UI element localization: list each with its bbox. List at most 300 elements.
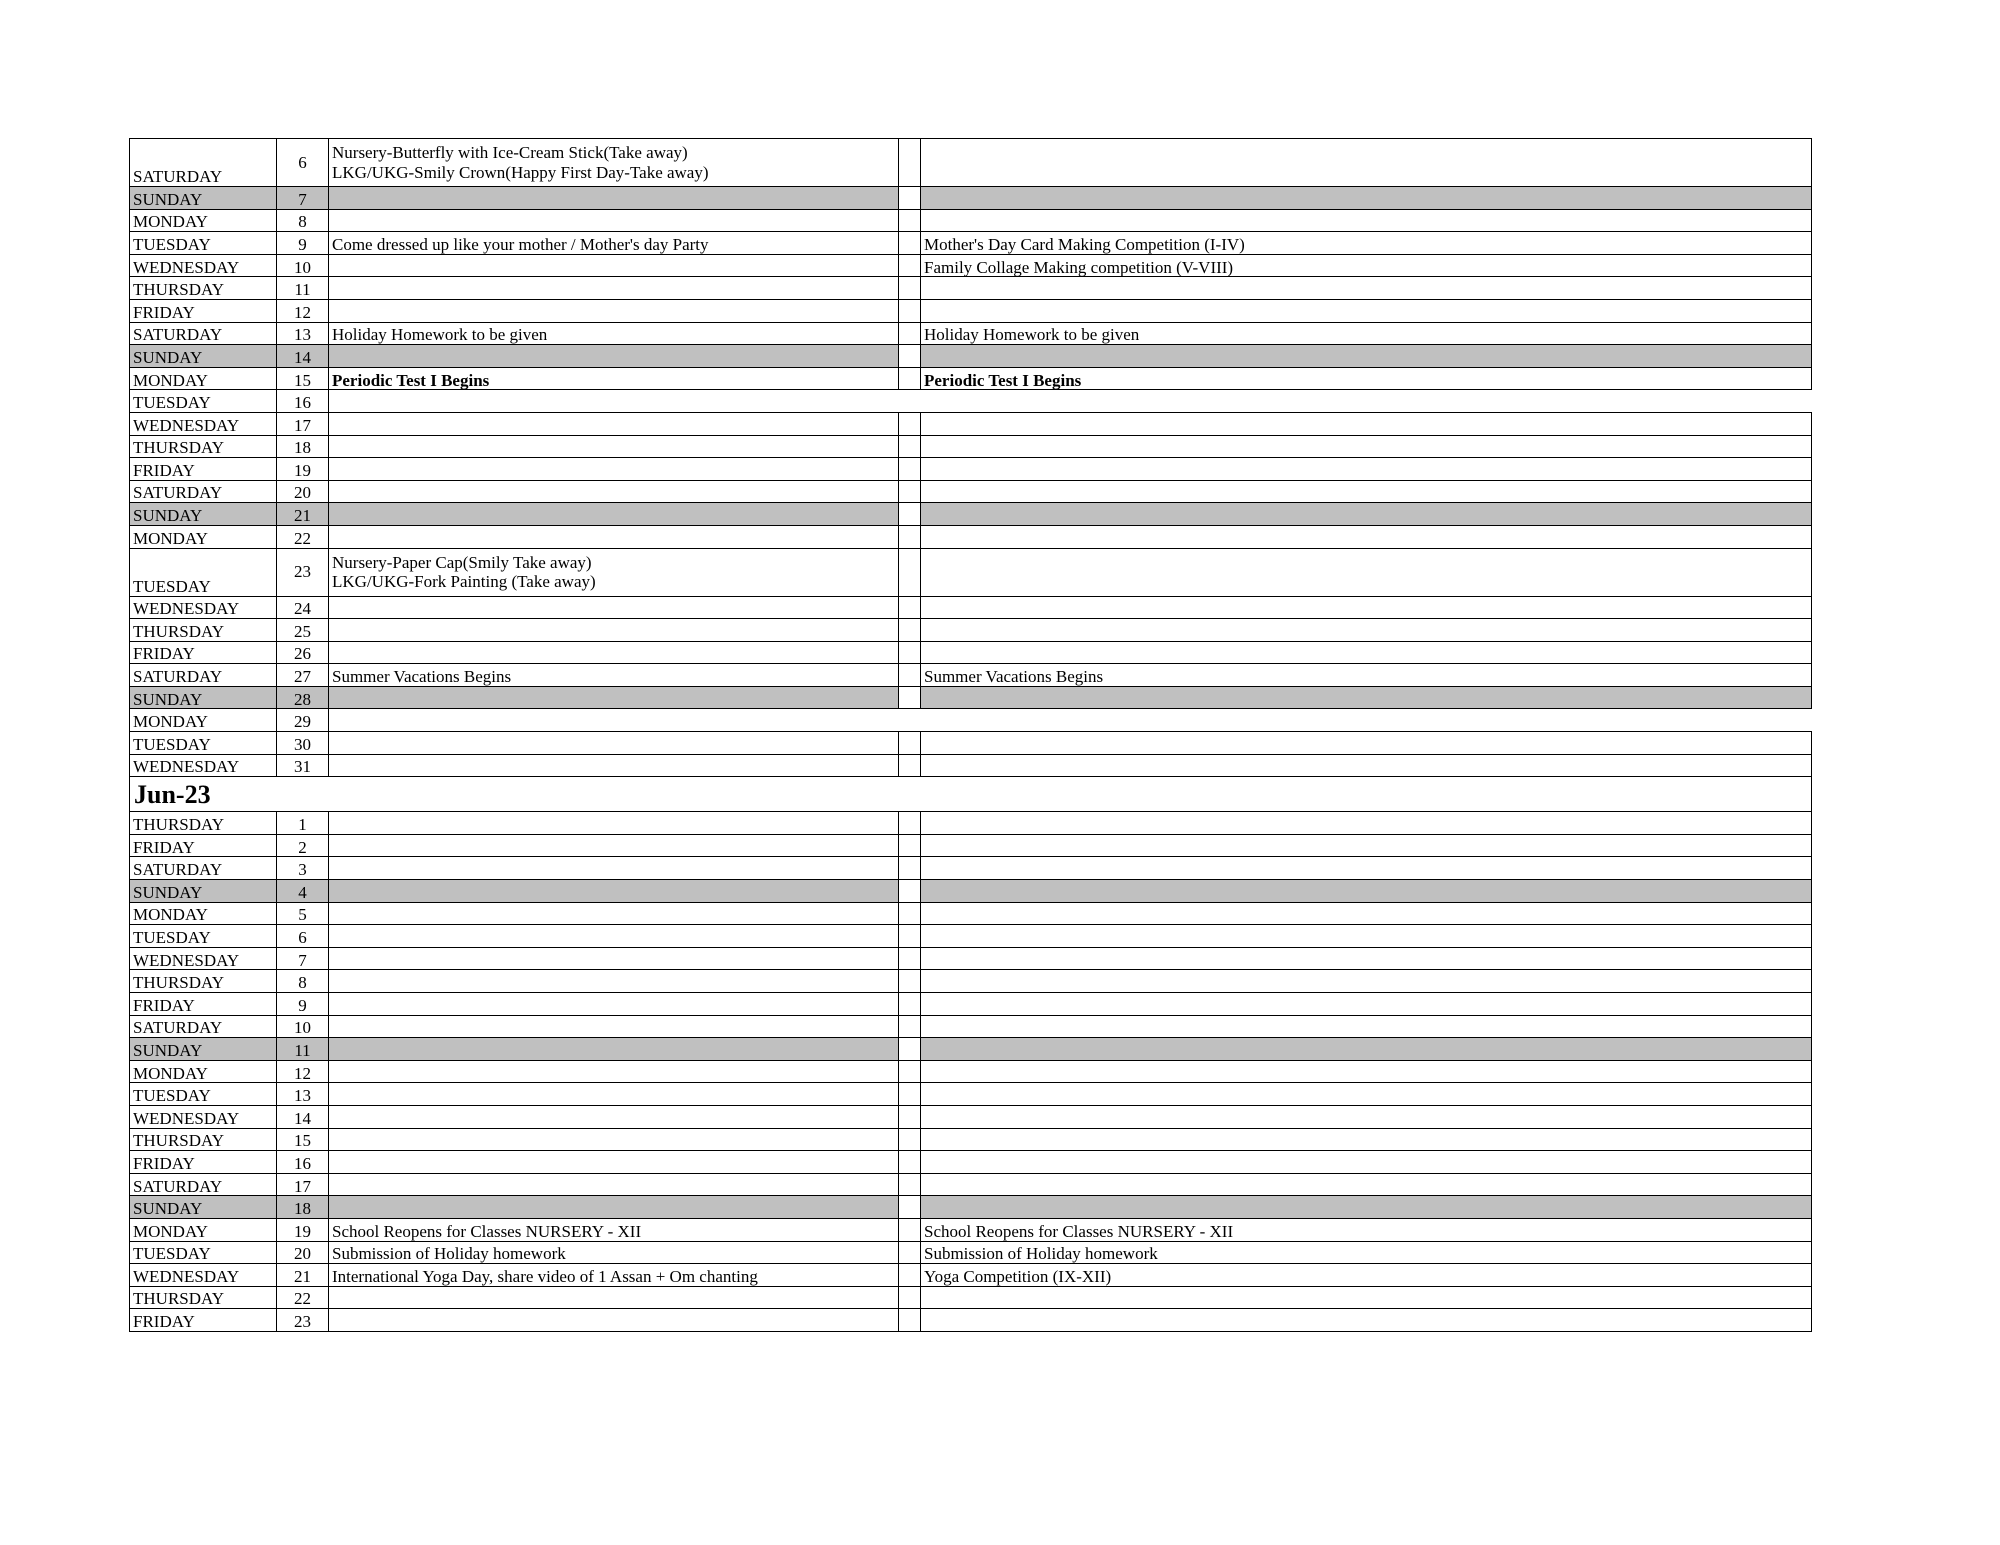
calendar-row <box>130 345 1812 368</box>
senior-event-cell <box>921 277 1812 300</box>
junior-event-cell <box>329 812 899 835</box>
junior-event-cell: Periodic Test I Begins <box>329 367 899 390</box>
senior-event-cell <box>921 139 1812 187</box>
spacer-cell <box>899 1173 921 1196</box>
day-name-cell: TUESDAY <box>130 1241 277 1264</box>
senior-event-cell <box>921 435 1812 458</box>
day-name-cell: SUNDAY <box>130 187 277 210</box>
day-name-cell: TUESDAY <box>130 732 277 755</box>
date-number-cell: 7 <box>277 947 329 970</box>
spacer-cell <box>899 277 921 300</box>
calendar-row <box>130 548 1812 596</box>
spacer-cell <box>899 880 921 903</box>
senior-event-cell <box>921 548 1812 596</box>
date-number-cell: 21 <box>277 1264 329 1287</box>
junior-event-cell <box>329 732 899 755</box>
spacer-cell <box>899 641 921 664</box>
date-number-cell: 29 <box>277 709 329 732</box>
month-heading: Jun-23 <box>130 777 1812 812</box>
date-number-cell: 13 <box>277 1083 329 1106</box>
date-number-cell: 22 <box>277 525 329 548</box>
date-number-cell: 19 <box>277 1218 329 1241</box>
senior-event-cell <box>921 1015 1812 1038</box>
junior-event-cell <box>329 277 899 300</box>
senior-event-cell <box>921 1286 1812 1309</box>
spacer-cell <box>899 254 921 277</box>
day-name-cell: SUNDAY <box>130 1196 277 1219</box>
day-name-cell: MONDAY <box>130 525 277 548</box>
date-number-cell: 24 <box>277 596 329 619</box>
senior-event-cell <box>921 503 1812 526</box>
day-name-cell: SATURDAY <box>130 857 277 880</box>
junior-event-cell <box>329 880 899 903</box>
senior-event-cell: School Reopens for Classes NURSERY - XII <box>921 1218 1812 1241</box>
senior-event-cell <box>921 834 1812 857</box>
spacer-cell <box>899 1309 921 1332</box>
calendar-row <box>130 209 1812 232</box>
calendar-row <box>130 596 1812 619</box>
calendar-row <box>130 664 1812 687</box>
date-number-cell: 9 <box>277 232 329 255</box>
calendar-row <box>130 1038 1812 1061</box>
spacer-cell <box>899 322 921 345</box>
day-name-cell: FRIDAY <box>130 834 277 857</box>
day-name-cell: SATURDAY <box>130 480 277 503</box>
date-number-cell: 11 <box>277 277 329 300</box>
senior-event-cell <box>921 1151 1812 1174</box>
calendar-row <box>130 139 1812 187</box>
calendar-row <box>130 503 1812 526</box>
date-number-cell: 7 <box>277 187 329 210</box>
senior-event-cell <box>921 880 1812 903</box>
date-number-cell: 19 <box>277 458 329 481</box>
spacer-cell <box>899 187 921 210</box>
senior-event-cell <box>921 925 1812 948</box>
date-number-cell: 23 <box>277 1309 329 1332</box>
senior-event-cell <box>921 686 1812 709</box>
day-name-cell: SATURDAY <box>130 1173 277 1196</box>
day-name-cell: WEDNESDAY <box>130 1264 277 1287</box>
day-name-cell: SUNDAY <box>130 1038 277 1061</box>
spacer-cell <box>899 1038 921 1061</box>
day-name-cell: WEDNESDAY <box>130 1105 277 1128</box>
junior-event-cell <box>329 548 899 596</box>
junior-event-cell <box>329 412 899 435</box>
junior-event-cell <box>329 209 899 232</box>
calendar-row <box>130 1309 1812 1332</box>
junior-event-cell <box>329 834 899 857</box>
spacer-cell <box>899 947 921 970</box>
day-name-cell: FRIDAY <box>130 1151 277 1174</box>
junior-event-cell <box>329 525 899 548</box>
calendar-row <box>130 754 1812 777</box>
spacer-cell <box>899 596 921 619</box>
day-name-cell: SATURDAY <box>130 139 277 187</box>
date-number-cell: 5 <box>277 902 329 925</box>
junior-event-cell <box>329 1173 899 1196</box>
spacer-cell <box>899 209 921 232</box>
day-name-cell: TUESDAY <box>130 232 277 255</box>
spacer-cell <box>899 503 921 526</box>
day-name-cell: FRIDAY <box>130 641 277 664</box>
day-name-cell: FRIDAY <box>130 1309 277 1332</box>
spacer-cell <box>899 857 921 880</box>
junior-event-cell <box>329 458 899 481</box>
senior-event-cell <box>921 1105 1812 1128</box>
calendar-row <box>130 1218 1812 1241</box>
day-name-cell: MONDAY <box>130 709 277 732</box>
senior-event-cell <box>921 1196 1812 1219</box>
spacer-cell <box>899 664 921 687</box>
senior-event-cell <box>921 947 1812 970</box>
calendar-row <box>130 857 1812 880</box>
spacer-cell <box>899 435 921 458</box>
calendar-row <box>130 187 1812 210</box>
junior-event-cell <box>329 1083 899 1106</box>
day-name-cell: WEDNESDAY <box>130 254 277 277</box>
date-number-cell: 16 <box>277 390 329 413</box>
date-number-cell: 16 <box>277 1151 329 1174</box>
calendar-row <box>130 709 1812 732</box>
spacer-cell <box>899 686 921 709</box>
day-name-cell: THURSDAY <box>130 812 277 835</box>
junior-event-cell <box>329 1105 899 1128</box>
date-number-cell: 23 <box>277 548 329 596</box>
junior-event-cell: School Reopens for Classes NURSERY - XII <box>329 1218 899 1241</box>
calendar-row <box>130 390 1812 413</box>
junior-event-cell <box>329 619 899 642</box>
date-number-cell: 11 <box>277 1038 329 1061</box>
spacer-cell <box>899 1128 921 1151</box>
day-name-cell: THURSDAY <box>130 277 277 300</box>
junior-event-cell <box>329 1038 899 1061</box>
date-number-cell: 1 <box>277 812 329 835</box>
calendar-row <box>130 367 1812 390</box>
spacer-cell <box>899 754 921 777</box>
junior-event-cell <box>329 1286 899 1309</box>
junior-event-cell <box>329 1060 899 1083</box>
spacer-cell <box>899 1015 921 1038</box>
day-name-cell: SUNDAY <box>130 686 277 709</box>
senior-event-cell <box>921 1173 1812 1196</box>
calendar-row <box>130 1173 1812 1196</box>
senior-event-cell <box>921 480 1812 503</box>
junior-event-cell: Holiday Homework to be given <box>329 322 899 345</box>
spacer-cell <box>899 139 921 187</box>
senior-event-cell <box>921 596 1812 619</box>
spacer-cell <box>899 1264 921 1287</box>
day-name-cell: TUESDAY <box>130 925 277 948</box>
senior-event-cell <box>921 732 1812 755</box>
day-name-cell: FRIDAY <box>130 299 277 322</box>
calendar-row <box>130 1015 1812 1038</box>
senior-event-cell: Family Collage Making competition (V-VIII) <box>921 254 1812 277</box>
calendar-row <box>130 525 1812 548</box>
date-number-cell: 15 <box>277 367 329 390</box>
day-name-cell: SATURDAY <box>130 1015 277 1038</box>
spacer-cell <box>899 834 921 857</box>
empty-events-cell <box>329 390 1812 413</box>
empty-events-cell <box>329 709 1812 732</box>
date-number-cell: 18 <box>277 435 329 458</box>
date-number-cell: 26 <box>277 641 329 664</box>
day-name-cell: SATURDAY <box>130 322 277 345</box>
calendar-row <box>130 1286 1812 1309</box>
date-number-cell: 14 <box>277 345 329 368</box>
senior-event-cell <box>921 345 1812 368</box>
calendar-row <box>130 1241 1812 1264</box>
day-name-cell: MONDAY <box>130 902 277 925</box>
spacer-cell <box>899 970 921 993</box>
senior-event-cell <box>921 412 1812 435</box>
junior-event-cell <box>329 435 899 458</box>
calendar-row <box>130 880 1812 903</box>
calendar-row <box>130 619 1812 642</box>
junior-event-cell: Come dressed up like your mother / Mother's day Party <box>329 232 899 255</box>
date-number-cell: 8 <box>277 970 329 993</box>
date-number-cell: 9 <box>277 993 329 1016</box>
month-heading-row <box>130 777 1812 812</box>
senior-event-cell <box>921 1060 1812 1083</box>
date-number-cell: 21 <box>277 503 329 526</box>
day-name-cell: WEDNESDAY <box>130 596 277 619</box>
senior-event-cell <box>921 970 1812 993</box>
junior-event-cell <box>329 1309 899 1332</box>
spacer-cell <box>899 458 921 481</box>
date-number-cell: 17 <box>277 1173 329 1196</box>
senior-event-cell: Holiday Homework to be given <box>921 322 1812 345</box>
spacer-cell <box>899 548 921 596</box>
spacer-cell <box>899 1218 921 1241</box>
day-name-cell: THURSDAY <box>130 1128 277 1151</box>
junior-event-cell <box>329 686 899 709</box>
date-number-cell: 4 <box>277 880 329 903</box>
day-name-cell: FRIDAY <box>130 458 277 481</box>
date-number-cell: 10 <box>277 1015 329 1038</box>
spacer-cell <box>899 1151 921 1174</box>
date-number-cell: 27 <box>277 664 329 687</box>
date-number-cell: 12 <box>277 299 329 322</box>
junior-event-cell: Summer Vacations Begins <box>329 664 899 687</box>
day-name-cell: THURSDAY <box>130 970 277 993</box>
senior-event-cell <box>921 299 1812 322</box>
spacer-cell <box>899 1196 921 1219</box>
junior-event-cell <box>329 857 899 880</box>
day-name-cell: THURSDAY <box>130 1286 277 1309</box>
date-number-cell: 14 <box>277 1105 329 1128</box>
junior-event-cell <box>329 641 899 664</box>
calendar-row <box>130 1083 1812 1106</box>
junior-event-cell <box>329 254 899 277</box>
day-name-cell: MONDAY <box>130 367 277 390</box>
day-name-cell: MONDAY <box>130 1060 277 1083</box>
day-name-cell: TUESDAY <box>130 390 277 413</box>
spacer-cell <box>899 1241 921 1264</box>
senior-event-cell <box>921 525 1812 548</box>
calendar-row <box>130 1105 1812 1128</box>
calendar-row <box>130 232 1812 255</box>
day-name-cell: SATURDAY <box>130 664 277 687</box>
senior-event-cell <box>921 619 1812 642</box>
senior-event-cell: Submission of Holiday homework <box>921 1241 1812 1264</box>
junior-event-cell <box>329 1151 899 1174</box>
junior-event-cell <box>329 480 899 503</box>
senior-event-cell <box>921 993 1812 1016</box>
date-number-cell: 22 <box>277 1286 329 1309</box>
day-name-cell: SUNDAY <box>130 503 277 526</box>
calendar-row <box>130 1128 1812 1151</box>
calendar-row <box>130 970 1812 993</box>
calendar-row <box>130 254 1812 277</box>
date-number-cell: 2 <box>277 834 329 857</box>
junior-event-cell: Submission of Holiday homework <box>329 1241 899 1264</box>
calendar-row <box>130 812 1812 835</box>
senior-event-cell: Mother's Day Card Making Competition (I-IV) <box>921 232 1812 255</box>
calendar-row <box>130 1060 1812 1083</box>
date-number-cell: 17 <box>277 412 329 435</box>
day-name-cell: WEDNESDAY <box>130 412 277 435</box>
junior-event-cell <box>329 947 899 970</box>
date-number-cell: 8 <box>277 209 329 232</box>
senior-event-cell <box>921 857 1812 880</box>
calendar-row <box>130 732 1812 755</box>
junior-event-cell: International Yoga Day, share video of 1 Assan + Om chanting <box>329 1264 899 1287</box>
junior-event-line: LKG/UKG-Fork Painting (Take away) <box>332 572 596 591</box>
day-name-cell: FRIDAY <box>130 993 277 1016</box>
calendar-row <box>130 277 1812 300</box>
spacer-cell <box>899 619 921 642</box>
day-name-cell: WEDNESDAY <box>130 754 277 777</box>
day-name-cell: THURSDAY <box>130 435 277 458</box>
junior-event-line: Nursery-Paper Cap(Smily Take away) <box>332 552 592 572</box>
calendar-row <box>130 641 1812 664</box>
day-name-cell: WEDNESDAY <box>130 947 277 970</box>
calendar-row <box>130 299 1812 322</box>
calendar-row <box>130 1151 1812 1174</box>
junior-event-cell <box>329 299 899 322</box>
junior-event-cell <box>329 902 899 925</box>
calendar-row <box>130 902 1812 925</box>
senior-event-cell: Periodic Test I Begins <box>921 367 1812 390</box>
day-name-cell: SUNDAY <box>130 345 277 368</box>
june-heading-section <box>130 777 1812 812</box>
day-name-cell: SUNDAY <box>130 880 277 903</box>
date-number-cell: 12 <box>277 1060 329 1083</box>
calendar-row <box>130 686 1812 709</box>
calendar-row <box>130 1196 1812 1219</box>
junior-event-cell <box>329 345 899 368</box>
spacer-cell <box>899 480 921 503</box>
senior-event-cell <box>921 1309 1812 1332</box>
date-number-cell: 20 <box>277 480 329 503</box>
junior-event-cell <box>329 139 899 187</box>
spacer-cell <box>899 1105 921 1128</box>
calendar-row <box>130 458 1812 481</box>
senior-event-cell: Yoga Competition (IX-XII) <box>921 1264 1812 1287</box>
june-rows <box>130 812 1812 1332</box>
spacer-cell <box>899 925 921 948</box>
spacer-cell <box>899 525 921 548</box>
senior-event-cell <box>921 187 1812 210</box>
calendar-row <box>130 435 1812 458</box>
calendar-row <box>130 834 1812 857</box>
senior-event-cell <box>921 812 1812 835</box>
date-number-cell: 31 <box>277 754 329 777</box>
day-name-cell: MONDAY <box>130 1218 277 1241</box>
day-name-cell: THURSDAY <box>130 619 277 642</box>
junior-event-cell <box>329 925 899 948</box>
spacer-cell <box>899 732 921 755</box>
day-name-cell: MONDAY <box>130 209 277 232</box>
date-number-cell: 18 <box>277 1196 329 1219</box>
date-number-cell: 6 <box>277 925 329 948</box>
calendar-row <box>130 1264 1812 1287</box>
may-rows <box>130 139 1812 777</box>
spacer-cell <box>899 902 921 925</box>
junior-event-cell <box>329 1196 899 1219</box>
spacer-cell <box>899 345 921 368</box>
junior-event-cell <box>329 970 899 993</box>
day-name-cell: TUESDAY <box>130 548 277 596</box>
senior-event-cell <box>921 1083 1812 1106</box>
senior-event-cell <box>921 1038 1812 1061</box>
calendar-row <box>130 925 1812 948</box>
junior-event-cell <box>329 187 899 210</box>
date-number-cell: 20 <box>277 1241 329 1264</box>
junior-event-cell <box>329 1128 899 1151</box>
junior-event-cell <box>329 1015 899 1038</box>
senior-event-cell <box>921 1128 1812 1151</box>
senior-event-cell <box>921 902 1812 925</box>
spacer-cell <box>899 1083 921 1106</box>
spacer-cell <box>899 299 921 322</box>
junior-event-cell <box>329 503 899 526</box>
date-number-cell: 3 <box>277 857 329 880</box>
spacer-cell <box>899 812 921 835</box>
date-number-cell: 15 <box>277 1128 329 1151</box>
day-name-cell: TUESDAY <box>130 1083 277 1106</box>
spacer-cell <box>899 232 921 255</box>
junior-event-cell <box>329 993 899 1016</box>
spacer-cell <box>899 1060 921 1083</box>
spacer-cell <box>899 367 921 390</box>
senior-event-cell <box>921 458 1812 481</box>
calendar-row <box>130 412 1812 435</box>
date-number-cell: 6 <box>277 139 329 187</box>
junior-event-cell <box>329 754 899 777</box>
senior-event-cell <box>921 754 1812 777</box>
date-number-cell: 25 <box>277 619 329 642</box>
date-number-cell: 13 <box>277 322 329 345</box>
date-number-cell: 28 <box>277 686 329 709</box>
junior-event-line: LKG/UKG-Smily Crown(Happy First Day-Take away) <box>332 162 709 182</box>
senior-event-cell <box>921 641 1812 664</box>
date-number-cell: 30 <box>277 732 329 755</box>
senior-event-cell <box>921 209 1812 232</box>
spacer-cell <box>899 993 921 1016</box>
calendar-row <box>130 947 1812 970</box>
calendar-row <box>130 322 1812 345</box>
spacer-cell <box>899 412 921 435</box>
calendar-row <box>130 993 1812 1016</box>
junior-event-cell <box>329 596 899 619</box>
calendar-row <box>130 480 1812 503</box>
date-number-cell: 10 <box>277 254 329 277</box>
spacer-cell <box>899 1286 921 1309</box>
senior-event-cell: Summer Vacations Begins <box>921 664 1812 687</box>
junior-event-line: Nursery-Butterfly with Ice-Cream Stick(Take away) <box>332 143 688 163</box>
calendar-table <box>129 138 1812 1332</box>
